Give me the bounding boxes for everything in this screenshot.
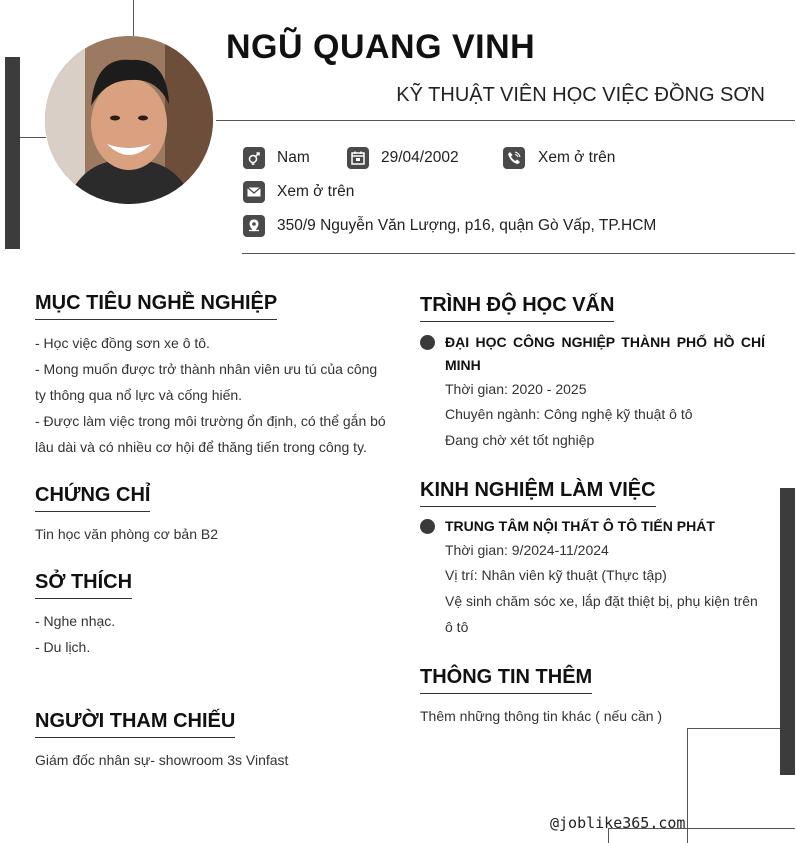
header-divider [216, 120, 795, 121]
experience-bullet [420, 519, 435, 534]
education-line: Đang chờ xét tốt nghiệp [445, 432, 595, 448]
experience-company: TRUNG TÂM NỘI THẤT Ô TÔ TIẾN PHÁT [445, 518, 715, 534]
address-value: 350/9 Nguyễn Văn Lượng, p16, quận Gò Vấp, TP.HCM [277, 217, 657, 234]
left-horizontal-line [20, 137, 46, 138]
watermark: @joblike365.com [550, 814, 686, 832]
extra-info-line: Thêm những thông tin khác ( nếu cần ) [420, 708, 663, 724]
references-title: NGƯỜI THAM CHIẾU [35, 710, 235, 738]
reference-item: Giám đốc nhân sự- showroom 3s Vinfast [35, 752, 289, 768]
certificates-title: CHỨNG CHỈ [35, 484, 150, 512]
objective-line: lâu dài và có nhiều cơ hội để thăng tiến trong công ty. [35, 439, 367, 455]
experience-title: KINH NGHIỆM LÀM VIỆC [420, 479, 656, 507]
gender-icon [243, 147, 265, 169]
hobbies-title: SỞ THÍCH [35, 571, 132, 599]
certificate-item: Tin học văn phòng cơ bản B2 [35, 526, 219, 542]
education-bullet [420, 335, 435, 350]
education-line: Thời gian: 2020 - 2025 [445, 381, 587, 397]
education-title: TRÌNH ĐỘ HỌC VẤN [420, 294, 614, 322]
hobby-item: - Nghe nhạc. [35, 613, 116, 629]
objective-line: ty thông qua nổ lực và cống hiến. [35, 387, 243, 403]
right-accent-bar [780, 488, 795, 775]
job-title: KỸ THUẬT VIÊN HỌC VIỆC ĐỒNG SƠN [396, 84, 765, 106]
experience-line: Vị trí: Nhân viên kỹ thuật (Thực tập) [445, 567, 667, 583]
experience-line: Thời gian: 9/2024-11/2024 [445, 542, 609, 558]
left-accent-bar [5, 57, 20, 249]
objective-line: - Được làm việc trong môi trường ổn định, có thể gắn bó [35, 413, 386, 429]
email-icon [243, 181, 265, 203]
objective-line: - Học việc đồng sơn xe ô tô. [35, 335, 210, 351]
profile-photo [45, 36, 213, 204]
contact-divider [242, 253, 795, 254]
phone-value: Xem ở trên [538, 149, 616, 166]
objective-line: - Mong muốn được trở thành nhân viên ưu tú của công [35, 361, 378, 377]
top-vertical-line [133, 0, 134, 36]
extra-info-title: THÔNG TIN THÊM [420, 666, 592, 694]
candidate-name: NGŨ QUANG VINH [226, 28, 536, 66]
experience-line: ô tô [445, 619, 469, 635]
education-school: ĐẠI HỌC CÔNG NGHIỆP THÀNH PHỐ HỒ CHÍ MINH [445, 334, 765, 373]
corner-frame-left [687, 728, 688, 843]
birthdate-value: 29/04/2002 [381, 149, 459, 166]
email-value: Xem ở trên [277, 183, 355, 200]
phone-icon [503, 147, 525, 169]
experience-line: Vệ sinh chăm sóc xe, lắp đặt thiệt bị, phụ kiện trên [445, 593, 758, 609]
education-line: Chuyên ngành: Công nghệ kỹ thuật ô tô [445, 406, 693, 422]
avatar [45, 36, 213, 204]
corner-frame-top [687, 728, 780, 729]
hobby-item: - Du lịch. [35, 639, 91, 655]
location-icon [243, 215, 265, 237]
gender-value: Nam [277, 149, 310, 166]
calendar-icon [347, 147, 369, 169]
objective-title: MỤC TIÊU NGHỀ NGHIỆP [35, 292, 277, 320]
